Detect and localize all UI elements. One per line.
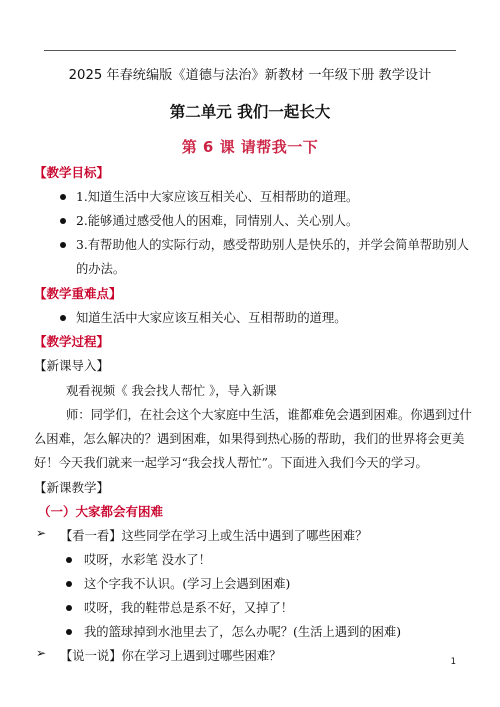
bullet-icon	[60, 315, 66, 321]
bullet-icon	[60, 242, 66, 248]
document-title: 2025 年春统编版《道德与法治》新教材 一年级下册 教学设计	[68, 68, 432, 83]
bullet-icon	[60, 194, 66, 200]
bullet-icon	[66, 629, 72, 635]
intro-heading: 【新课导入】	[34, 358, 110, 373]
teaching-heading: 【新课教学】	[34, 480, 110, 495]
look-item: 哎呀，我的鞋带总是系不好，又掉了！	[84, 601, 294, 615]
page-number: 1	[450, 657, 456, 667]
bullet-icon	[66, 581, 72, 587]
intro-line: 观看视频《 我会找人帮忙 》，导入新课	[66, 384, 277, 398]
part-one-heading: （一）大家都会有困难	[38, 504, 164, 519]
bullet-icon	[60, 218, 66, 224]
objective-item-continued: 的办法。	[76, 262, 126, 276]
look-prompt: 【看一看】这些同学在学习上或生活中遇到了哪些困难？	[60, 529, 368, 543]
unit-title: 第二单元 我们一起长大	[169, 103, 331, 121]
intro-line: 么困难，怎么解决的？遇到困难，如果得到热心肠的帮助，我们的世界将会更美	[34, 432, 465, 446]
intro-line: 好！今天我们就来一起学习“我会找人帮忙”。下面进入我们今天的学习。	[34, 456, 428, 470]
objective-item: 1.知道生活中大家应该互相关心、互相帮助的道理。	[76, 190, 359, 204]
key-points-heading: 【教学重难点】	[34, 286, 122, 301]
arrow-bullet-icon: ➢	[36, 526, 47, 540]
objective-item: 2.能够通过感受他人的困难，同情别人、关心别人。	[76, 214, 359, 228]
bullet-icon	[66, 557, 72, 563]
objective-item: 3.有帮助他人的实际行动，感受帮助别人是快乐的，并学会简单帮助别人	[76, 238, 469, 252]
look-item: 哎呀，水彩笔 没水了！	[84, 553, 211, 567]
look-item: 这个字我不认识。(学习上会遇到困难)	[84, 577, 291, 591]
objectives-heading: 【教学目标】	[34, 165, 110, 180]
header-rule	[44, 50, 456, 51]
process-heading: 【教学过程】	[34, 334, 110, 349]
say-prompt: 【说一说】你在学习上遇到过哪些困难？	[60, 649, 282, 663]
intro-line: 师：同学们，在社会这个大家庭中生活，谁都难免会遇到困难。你遇到过什	[66, 408, 472, 422]
bullet-icon	[66, 605, 72, 611]
key-point-item: 知道生活中大家应该互相关心、互相帮助的道理。	[76, 311, 347, 325]
arrow-bullet-icon: ➢	[36, 646, 47, 660]
look-item: 我的篮球掉到水池里去了，怎么办呢？(生活上遇到的困难)	[84, 625, 402, 639]
lesson-title: 第 6 课 请帮我一下	[181, 138, 319, 156]
